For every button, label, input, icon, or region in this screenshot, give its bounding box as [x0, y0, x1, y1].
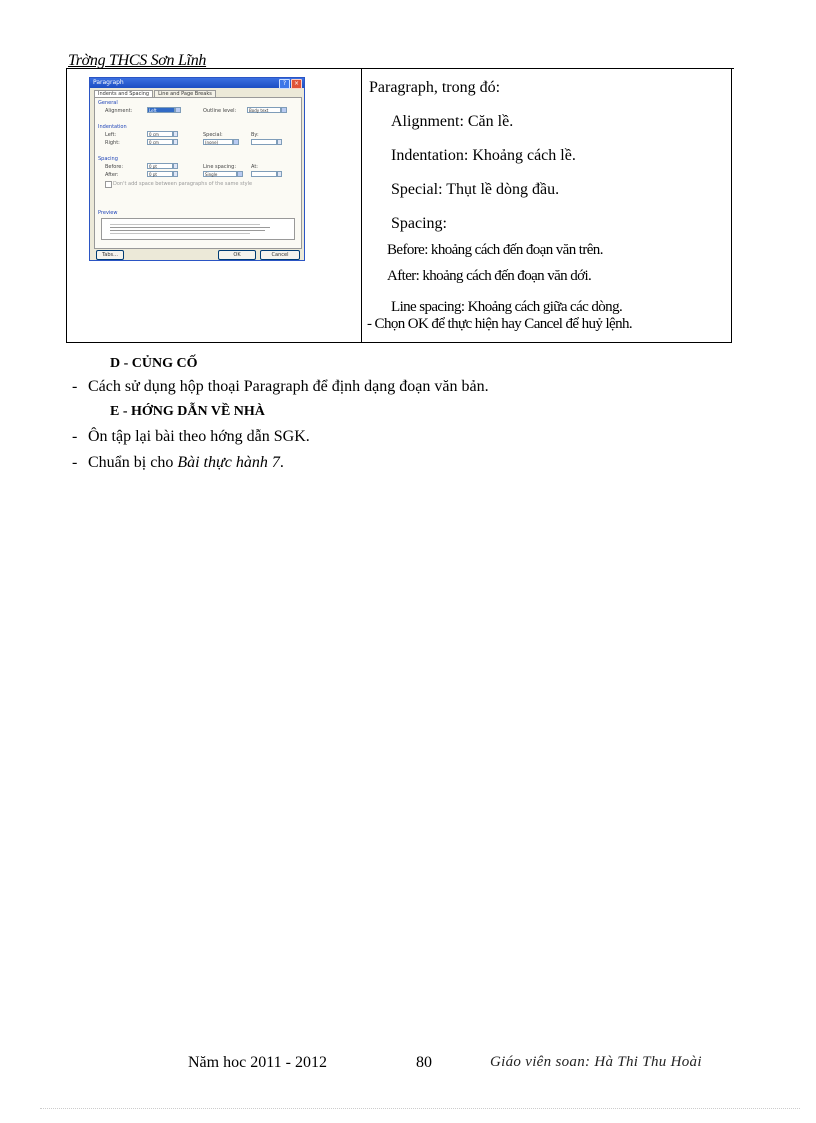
- alignment-select[interactable]: Left: [147, 107, 175, 113]
- dont-add-space-checkbox[interactable]: [105, 181, 112, 188]
- by-label: By:: [251, 132, 259, 138]
- spinner-icon[interactable]: [277, 139, 282, 145]
- list-item-suffix: .: [279, 454, 284, 471]
- school-header: Trờng THCS Sơn Lĩnh: [68, 52, 207, 69]
- after-input[interactable]: 0 pt: [147, 171, 173, 177]
- right-indent-input[interactable]: 0 cm: [147, 139, 173, 145]
- chevron-down-icon[interactable]: [175, 107, 181, 113]
- dialog-panel: [94, 97, 302, 249]
- chevron-down-icon[interactable]: [281, 107, 287, 113]
- spinner-icon[interactable]: [173, 163, 178, 169]
- preview-box: [101, 218, 295, 240]
- alignment-label: Alignment:: [105, 108, 133, 114]
- paragraph-dialog-screenshot: [89, 77, 305, 261]
- outline-level-select[interactable]: Body text: [247, 107, 281, 113]
- bullet-dash: -: [72, 428, 78, 445]
- before-label: Before:: [105, 164, 124, 170]
- section-d-heading: D - CỦNG CỐ: [110, 356, 198, 371]
- spinner-icon[interactable]: [173, 171, 178, 177]
- special-label: Special:: [203, 132, 223, 138]
- list-item: [72, 428, 310, 446]
- list-item-text: Chuẩn bị cho: [88, 454, 178, 471]
- left-indent-input[interactable]: 0 cm: [147, 131, 173, 137]
- by-input[interactable]: [251, 139, 277, 145]
- ok-button[interactable]: OK: [218, 250, 256, 260]
- chevron-down-icon[interactable]: [233, 139, 239, 145]
- tab-indents-spacing[interactable]: Indents and Spacing: [94, 90, 153, 98]
- bottom-rule: [40, 1108, 800, 1109]
- dialog-titlebar: [90, 78, 304, 88]
- before-input[interactable]: 0 pt: [147, 163, 173, 169]
- tabs-button[interactable]: Tabs...: [96, 250, 124, 260]
- cell-line: Indentation: Khoảng cách lề.: [391, 147, 576, 164]
- bullet-dash: -: [72, 378, 78, 395]
- content-table: [66, 69, 732, 343]
- list-item: [72, 454, 284, 472]
- outline-level-label: Outline level:: [203, 108, 237, 114]
- footer-teacher: Giáo viên soan: Hà Thi Thu Hoài: [490, 1054, 702, 1070]
- at-label: At:: [251, 164, 258, 170]
- cell-line: Spacing:: [391, 215, 447, 232]
- list-item-text: Ôn tập lại bài theo hớng dẫn SGK.: [88, 428, 310, 445]
- line-spacing-label: Line spacing:: [203, 164, 237, 170]
- page-number: 80: [416, 1054, 432, 1071]
- line-spacing-select[interactable]: Single: [203, 171, 237, 177]
- left-label: Left:: [105, 132, 117, 138]
- footer-school-year: Năm hoc 2011 - 2012: [188, 1054, 327, 1071]
- chevron-down-icon[interactable]: [237, 171, 243, 177]
- preview-section-label: Preview: [98, 210, 118, 216]
- close-icon[interactable]: ×: [291, 79, 302, 89]
- list-item-italic: Bài thực hành 7: [177, 454, 280, 471]
- cell-line: Line spacing: Khoảng cách giữa các dòng.: [391, 299, 623, 315]
- help-icon[interactable]: ?: [279, 79, 290, 89]
- cell-line: Special: Thụt lề dòng đầu.: [391, 181, 560, 198]
- spinner-icon[interactable]: [173, 139, 178, 145]
- cell-line: - Chọn OK để thực hiện hay Cancel để huỷ lệnh.: [367, 316, 633, 332]
- after-label: After:: [105, 172, 119, 178]
- bullet-dash: -: [72, 454, 78, 471]
- special-select[interactable]: (none): [203, 139, 233, 145]
- cell-line: After: khoảng cách đến đoạn văn dới.: [387, 268, 592, 284]
- spinner-icon[interactable]: [173, 131, 178, 137]
- dialog-title: Paragraph: [93, 79, 124, 86]
- tab-line-page-breaks[interactable]: Line and Page Breaks: [154, 90, 216, 98]
- indentation-section-label: Indentation: [98, 124, 127, 130]
- cell-line: Before: khoảng cách đến đoạn văn trên.: [387, 242, 603, 258]
- dont-add-space-label: Don't add space between paragraphs of the same style: [113, 181, 253, 187]
- cell-line: Alignment: Căn lề.: [391, 113, 514, 130]
- cancel-button[interactable]: Cancel: [260, 250, 300, 260]
- section-e-heading: E - HỚNG DẪN VỀ NHÀ: [110, 404, 265, 419]
- right-label: Right:: [105, 140, 120, 146]
- spinner-icon[interactable]: [277, 171, 282, 177]
- table-divider: [361, 69, 362, 342]
- list-item: [72, 378, 489, 396]
- list-item-text: Cách sử dụng hộp thoại Paragraph để định dạng đoạn văn bản.: [88, 378, 489, 395]
- at-input[interactable]: [251, 171, 277, 177]
- spacing-section-label: Spacing: [98, 156, 118, 162]
- cell-line: Paragraph, trong đó:: [369, 79, 501, 96]
- general-section-label: General: [98, 100, 118, 106]
